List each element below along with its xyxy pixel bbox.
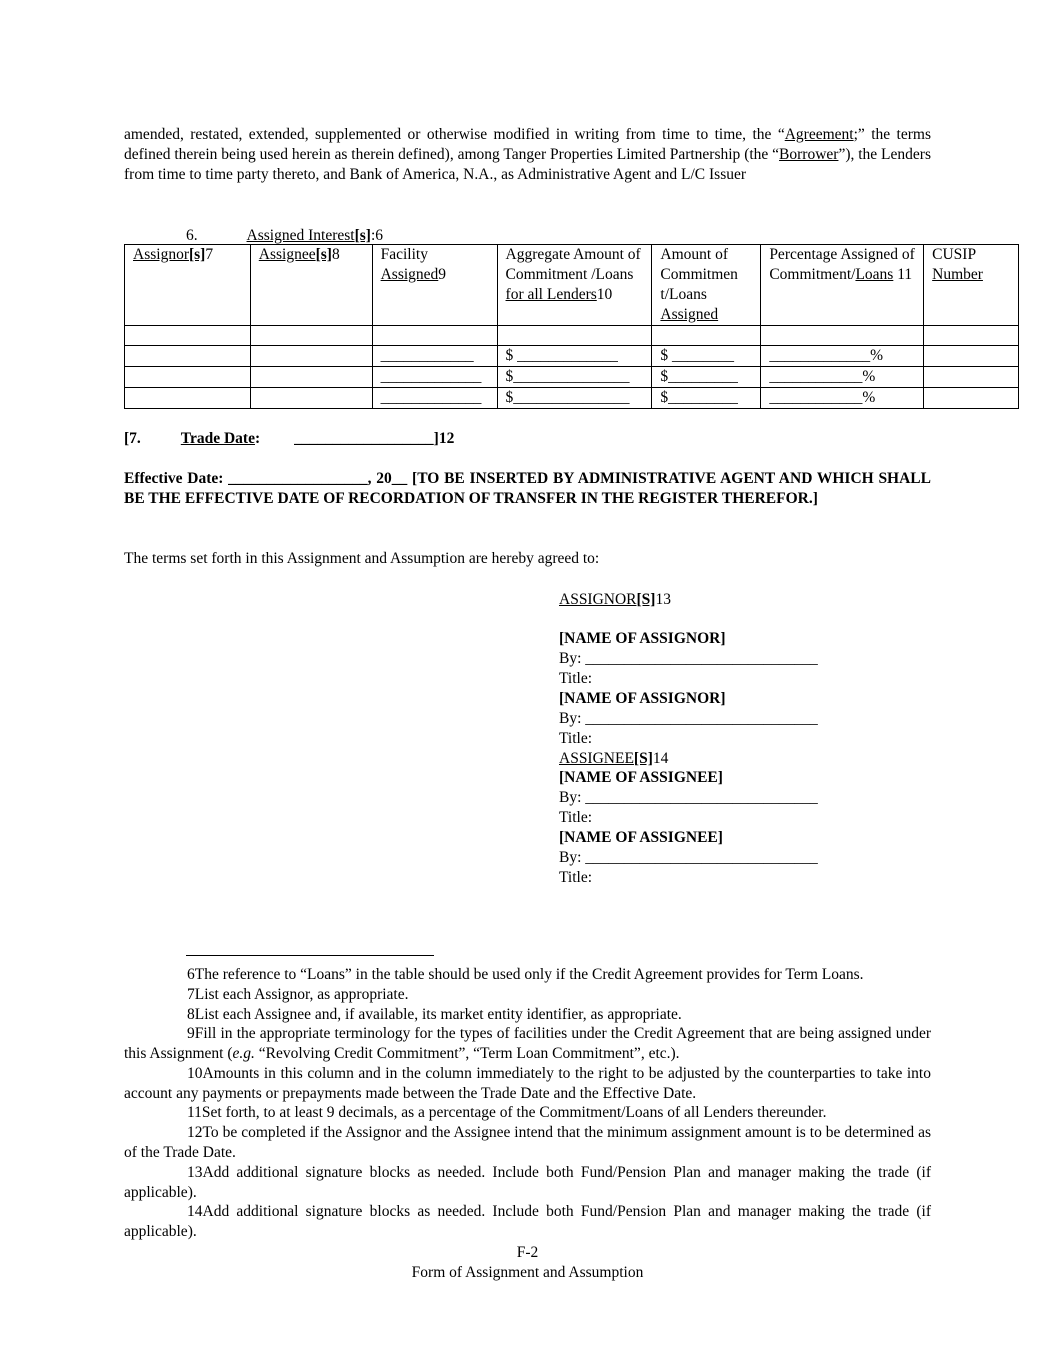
- assignee-2-title[interactable]: Title:: [559, 869, 593, 886]
- assignee-1-title[interactable]: Title:: [559, 809, 593, 826]
- section-6-heading: [186, 226, 383, 246]
- agreed-statement: The terms set forth in this Assignment and Assumption are hereby agreed to:: [124, 550, 600, 567]
- name-of-assignor-1: [NAME OF ASSIGNOR]: [559, 630, 726, 647]
- amount-cell: $_________: [652, 388, 761, 409]
- percent-cell: ____________%: [761, 367, 924, 388]
- intro-paragraph: [124, 125, 931, 185]
- effective-date-paragraph: Effective Date: __________________, 20__ [TO BE INSERTED BY ADMINISTRATIVE AGENT AND WHICH SHALL BE THE EFFECTIVE DATE OF RECORDATION OF TRANSFER IN THE REGISTER THEREFOR.]: [124, 470, 931, 507]
- assignor-heading: ASSIGNOR[S]13: [559, 591, 671, 608]
- header-facility: Facility Assigned9: [372, 245, 497, 326]
- footnote-7: 7List each Assignor, as appropriate.: [187, 986, 409, 1003]
- footnote-14: 14Add additional signature blocks as needed. Include both Fund/Pension Plan and manager making the trade (if applicable).: [124, 1203, 931, 1240]
- footnote-13: 13Add additional signature blocks as needed. Include both Fund/Pension Plan and manager making the trade (if applicable).: [124, 1164, 931, 1201]
- table-row: [125, 346, 1019, 367]
- header-percentage: Percentage Assigned of Commitment/Loans 11: [761, 245, 924, 326]
- agreement-term: Agreement: [784, 126, 854, 143]
- assignee-heading: ASSIGNEE[S]14: [559, 750, 669, 767]
- percent-cell: _____________%: [761, 346, 924, 367]
- trade-date-footnote-ref: ]12: [433, 430, 455, 447]
- footnote-11: 11Set forth, to at least 9 decimals, as a percentage of the Commitment/Loans of all Lenders thereunder.: [187, 1104, 827, 1121]
- intro-text-a: amended, restated, extended, supplemented or otherwise modified in writing from time to time, the “: [124, 126, 785, 143]
- aggregate-cell: $_______________: [497, 388, 652, 409]
- aggregate-cell: $ _____________: [497, 346, 652, 367]
- trade-date-prefix: [7.: [124, 430, 141, 447]
- assignor-2-by-line[interactable]: By: ______________________________: [559, 710, 818, 727]
- percent-cell: ____________%: [761, 388, 924, 409]
- assignor-1-title[interactable]: Title:: [559, 670, 593, 687]
- header-aggregate: Aggregate Amount of Commitment /Loans for all Lenders10: [497, 245, 652, 326]
- assignee-2-by-line[interactable]: By: ______________________________: [559, 849, 818, 866]
- facility-cell: ____________: [372, 346, 497, 367]
- footnote-separator: [186, 955, 434, 956]
- name-of-assignor-2: [NAME OF ASSIGNOR]: [559, 690, 726, 707]
- header-assignor: Assignor[s]7: [125, 245, 251, 326]
- table-row: [125, 367, 1019, 388]
- amount-cell: $ ________: [652, 346, 761, 367]
- footnote-12: 12To be completed if the Assignor and the Assignee intend that the minimum assignment amount is to be determined as of the Trade Date.: [124, 1124, 931, 1161]
- intro-text-b: ;” the terms defined therein being used herein as therein defined), among Tanger Properties Limited Partnership (the “: [124, 126, 931, 163]
- table-row: [125, 388, 1019, 409]
- assignee-1-by-line[interactable]: By: ______________________________: [559, 789, 818, 806]
- name-of-assignee-1: [NAME OF ASSIGNEE]: [559, 769, 723, 786]
- footnote-8: 8List each Assignee and, if available, its market entity identifier, as appropriate.: [187, 1006, 682, 1023]
- intro-text-c: ”), the Lenders from time to time party thereto, and Bank of America, N.A., as Administrative Agent and L/C Issuer: [124, 146, 931, 183]
- footer-title: Form of Assignment and Assumption: [411, 1264, 644, 1281]
- facility-cell: _____________: [372, 388, 497, 409]
- assigned-interest-table: [124, 244, 1019, 409]
- table-row: [125, 326, 1019, 346]
- trade-date-line: [7. Trade Date: __________________]12: [124, 430, 455, 447]
- page-number: F-2: [516, 1244, 539, 1261]
- borrower-term: Borrower: [779, 146, 839, 163]
- facility-cell: _____________: [372, 367, 497, 388]
- assignor-1-by-line[interactable]: By: ______________________________: [559, 650, 818, 667]
- footnote-10: 10Amounts in this column and in the column immediately to the right to be adjusted by the counterparties to take into account any payments or prepayments made between the Trade Date and the Effective Date.: [124, 1065, 931, 1102]
- name-of-assignee-2: [NAME OF ASSIGNEE]: [559, 829, 723, 846]
- section-6-footnote-ref: :6: [370, 227, 383, 244]
- aggregate-cell: $_______________: [497, 367, 652, 388]
- assigned-interest-label: Assigned Interest[s]: [246, 227, 371, 244]
- assignor-2-title[interactable]: Title:: [559, 730, 593, 747]
- amount-cell: $_________: [652, 367, 761, 388]
- trade-date-blank: __________________: [294, 430, 434, 447]
- section-6-number: 6.: [186, 227, 198, 244]
- trade-date-label: Trade Date: [180, 430, 255, 447]
- footnote-6: 6The reference to “Loans” in the table should be used only if the Credit Agreement provides for Term Loans.: [187, 966, 864, 983]
- footnote-9: 9Fill in the appropriate terminology for the types of facilities under the Credit Agreement that are being assigned under this Assignment (e.g. “Revolving Credit Commitment”, “Term Loan Commitment”, etc.).: [124, 1025, 931, 1062]
- table-header-row: [125, 245, 1019, 326]
- header-cusip: CUSIP Number: [924, 245, 1019, 326]
- header-amount: Amount of Commitmen t/Loans Assigned: [652, 245, 761, 326]
- header-assignee: Assignee[s]8: [250, 245, 372, 326]
